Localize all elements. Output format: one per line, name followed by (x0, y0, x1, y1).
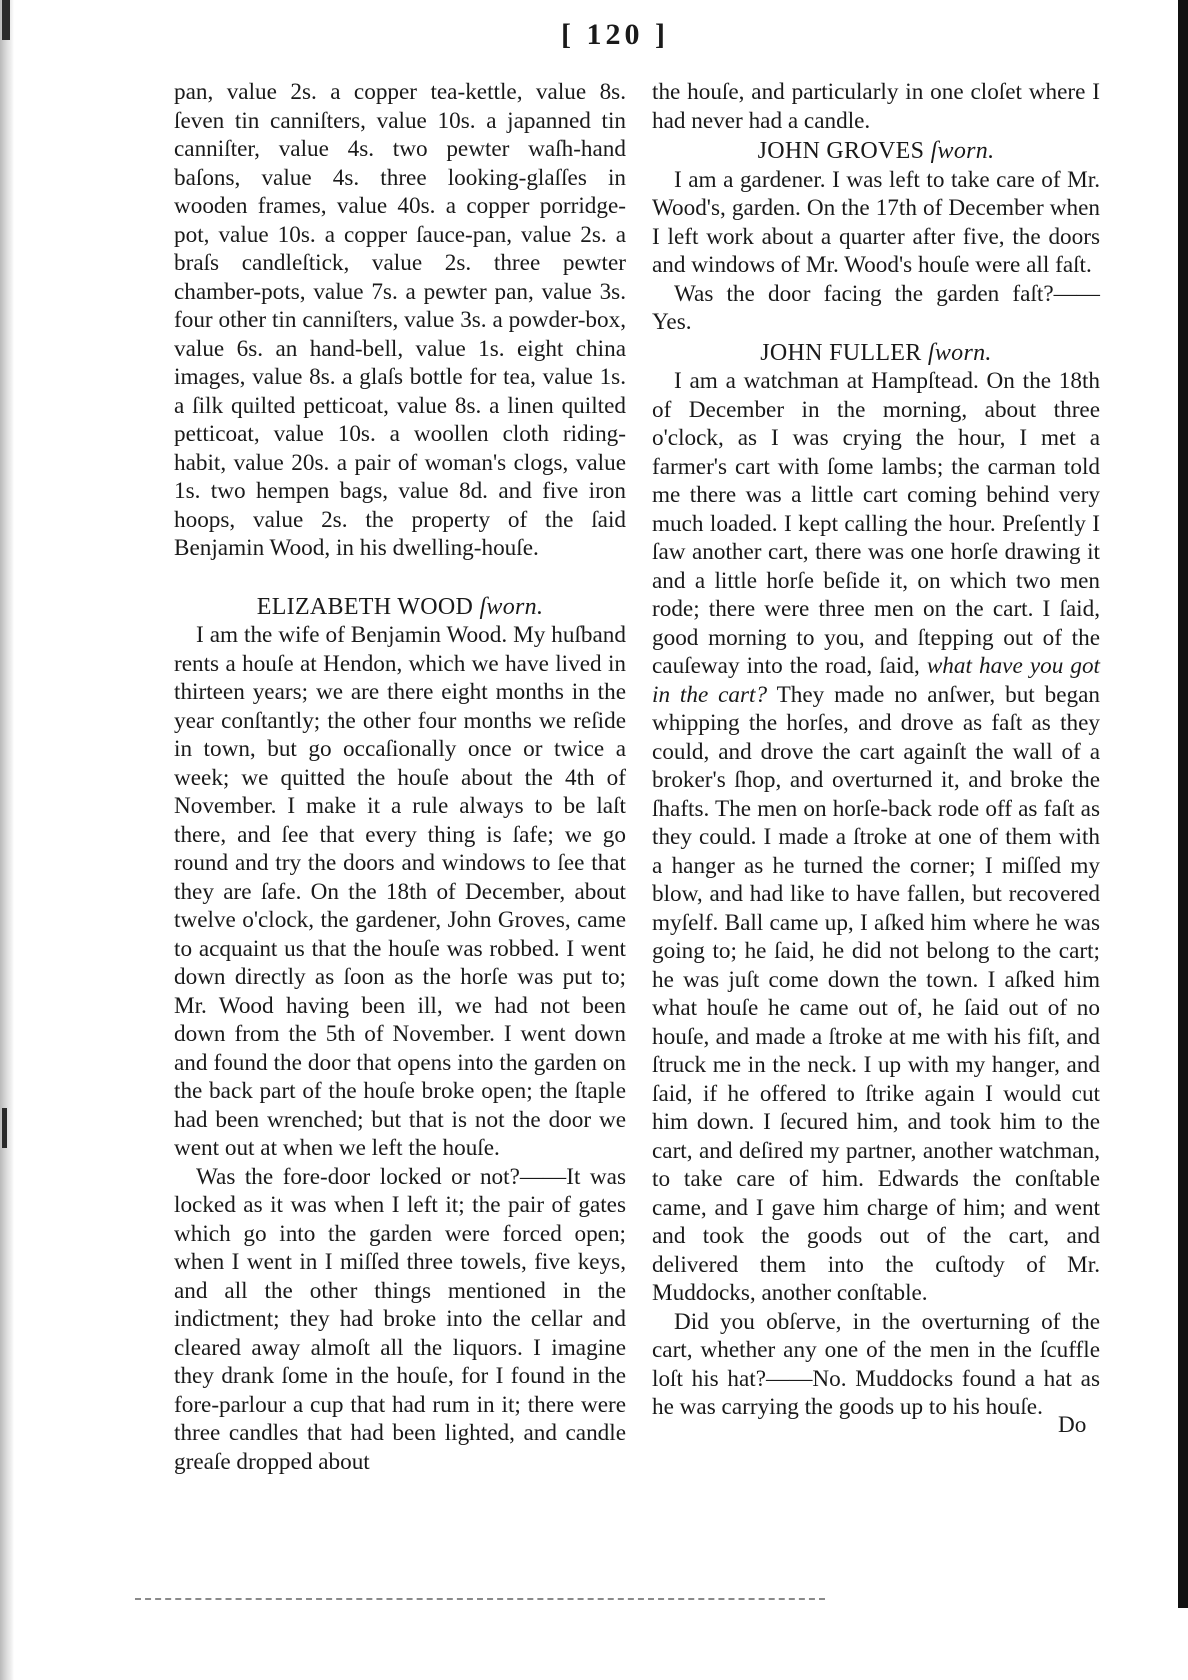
witness-heading-elizabeth-wood (174, 593, 626, 622)
indictment-text: pan, value 2s. a copper tea-kettle, value 8s. ſeven tin canniſters, value 10s. a japanned tin canniſter, value 4s. two pewter waſh-hand baſons, value 4s. three looking-glaſſes in wooden frames, value 40s. a copper porridge-pot, value 10s. a copper ſauce-pan, value 2s. a braſs candleſtick, value 2s. three pewter chamber-pots, value 7s. a pewter pan, value 3s. four other tin canniſters, value 3s. a powder-box, value 6s. an hand-bell, value 1s. eight china images, value 8s. a glaſs bottle for tea, value 1s. a ſilk quilted petticoat, value 8s. a linen quilted petticoat, value 10s. a woollen cloth riding-habit, value 20s. a pair of woman's clogs, value 1s. two hempen bags, value 8d. and five iron hoops, value 2s. the property of the ſaid Benjamin Wood, in his dwelling-houſe. (174, 79, 626, 561)
scan-edge-mark (2, 1108, 7, 1148)
testimony-text: I am a watchman at Hampſtead. On the 18th of December in the morning, about three o'clock, as I was crying the hour, I met a farmer's cart with ſome lambs; the carman told me there was a little cart coming behind very much loaded. I kept calling the hour. Preſently I ſaw another cart, there was one horſe drawing it and a little horſe beſide it, on which two men rode; there were three men on the cart. I ſaid, good morning to you, and ſtepping out of the cauſeway into the road, ſaid, (652, 368, 1100, 679)
page-number: [ 120 ] (561, 18, 669, 51)
witness-name: JOHN FULLER (760, 339, 922, 366)
sworn-label: ſworn. (927, 339, 992, 366)
sworn-label: ſworn. (930, 138, 995, 164)
testimony-text: They made no anſwer, but began whipping the horſes, and drove as faſt as they could, and drove the cart againſt the wall of a broker's ſhop, and overturned it, and broke the ſhafts. The men on horſe-back rode off as faſt as they could. I made a ſtroke at one of them with a hanger as he turned the corner; I miſſed my blow, and had like to have fallen, but recovered myſelf. Ball came up, I aſked him where he was going to; he ſaid, he did not belong to the cart; he was juſt come down the town. I aſked him what houſe he came out of, he ſaid out of no houſe, and made a ſtroke at me with his fiſt, and ſtruck me in the neck. I up with my hanger, and ſaid, if he offered to ſtrike again I would cut him down. I ſecured him, and took him to the cart, and deſired my partner, another watchman, to take care of him. Edwards the conſtable came, and I gave him charge of him; and went and took the goods out of the cart, and delivered them into the cuſtody of Mr. Muddocks, another conſtable. (652, 681, 1100, 1306)
testimony-paragraph (652, 367, 1100, 1308)
testimony-paragraph: I am the wife of Benjamin Wood. My huſband rents a houſe at Hendon, which we have lived in thirteen years; we are there eight months in the year conſtantly; the other four months we reſide in town, but go occaſionally once or twice a week; we quitted the houſe about the 4th of November. I make it a rule always to be laſt there, and ſee that every thing is ſafe; we go round and try the doors and windows to ſee that they are ſafe. On the 18th of December, about twelve o'clock, the gardener, John Groves, came to acquaint us that the houſe was robbed. I went down directly as ſoon as the horſe was put to; Mr. Wood having been ill, we had not been down from the 5th of November. I went down and found the door that opens into the garden on the back part of the houſe broke open; the ſtaple had been wrenched; but that is not the door we went out at when we left the houſe. (174, 622, 626, 1161)
sworn-label: ſworn. (479, 593, 544, 620)
scan-edge-right (1178, 0, 1188, 1608)
testimony-paragraph: Was the fore-door locked or not?——It was locked as it was when I left it; the pair of gates which go into the garden were forced open; when I went in I miſſed three towels, five keys, and all the other things mentioned in the indictment; they had broke into the cellar and cleared away almoſt all the liquors. I imagine they drank ſome in the houſe, for I found in the fore-parlour a cup that had rum in it; there were three candles that had been lighted, and candle greaſe dropped about (174, 1163, 626, 1475)
continuation-text: the houſe, and particularly in one cloſet where I had never had a candle. (652, 79, 1100, 134)
witness-heading-john-fuller (652, 339, 1100, 368)
scan-edge-left (0, 0, 14, 1680)
testimony-paragraph: I am a gardener. I was left to take care of Mr. Wood's, garden. On the 17th of December when I left work about a quarter after five, the doors and windows of Mr. Wood's houſe were all faſt. (652, 166, 1100, 278)
left-column (174, 78, 626, 1476)
catchword: Do (1058, 1412, 1087, 1438)
witness-name: ELIZABETH WOOD (256, 593, 474, 620)
quoted-question: what have you got in the cart? (652, 653, 1100, 708)
witness-heading-john-groves (652, 137, 1100, 166)
testimony-paragraph: Did you obſerve, in the overturning of the cart, whether any one of the men in the ſcuffle loſt his hat?——No. Muddocks found a hat as he was carrying the goods up to his houſe. (652, 1308, 1100, 1420)
scan-bottom-artifact (135, 1598, 825, 1600)
witness-name: JOHN GROVES (757, 138, 925, 164)
scan-edge-mark (2, 0, 10, 40)
testimony-paragraph: Was the door facing the garden faſt?—— Yes. (652, 280, 1100, 335)
right-column (652, 78, 1100, 1422)
